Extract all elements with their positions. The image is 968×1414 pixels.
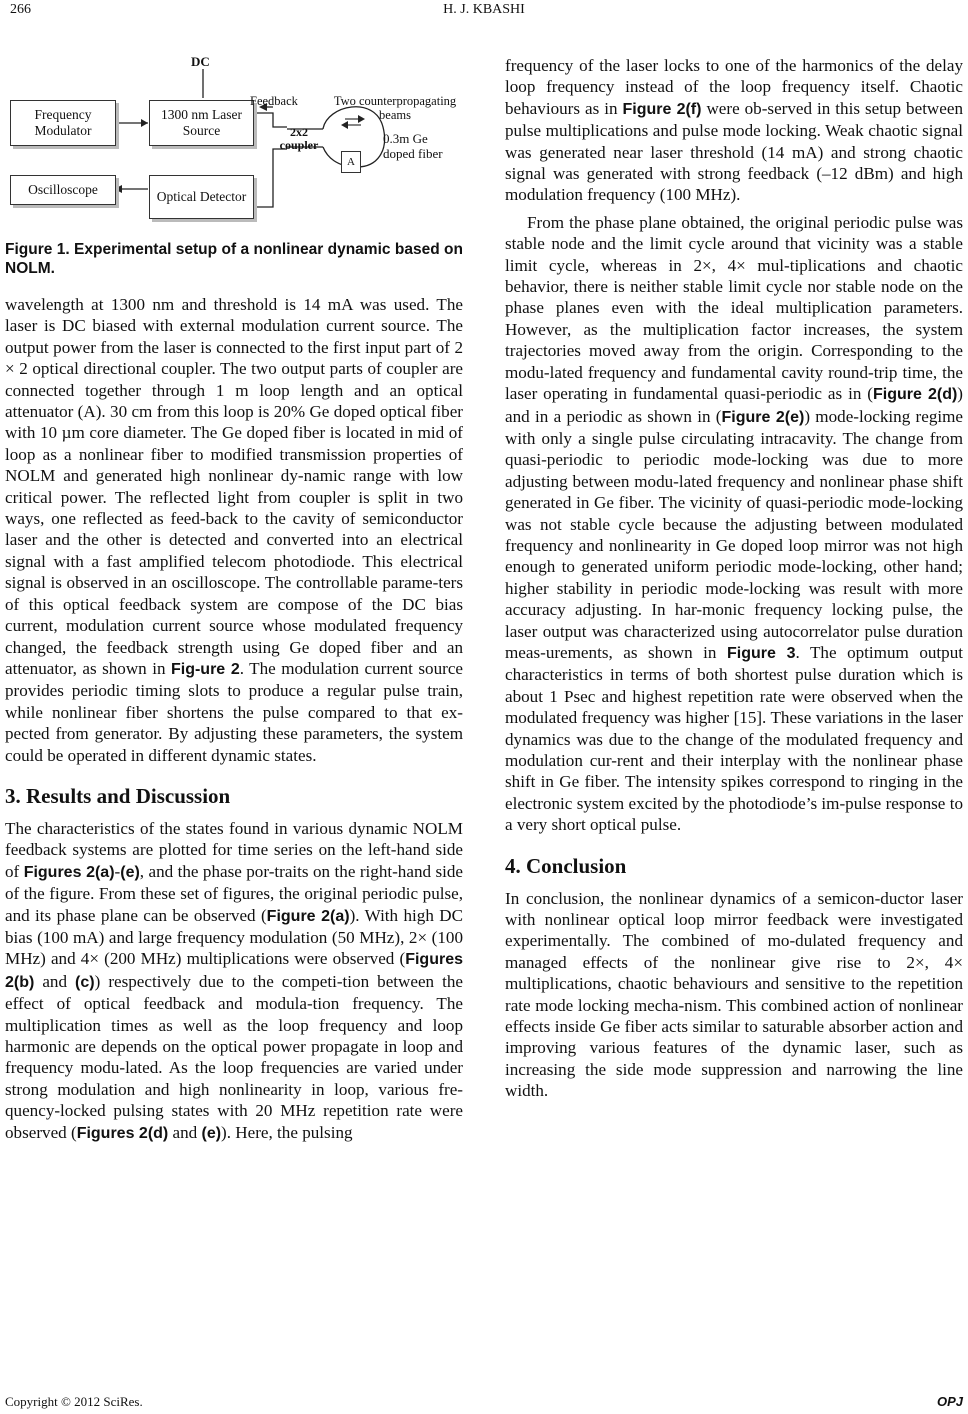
oscilloscope-box: Oscilloscope [10,175,116,205]
frequency-modulator-box: Frequency Modulator [10,100,116,146]
section-heading: 3. Results and Discussion [5,783,231,808]
paragraph: The characteristics of the states found in various dynamic NOLM feedback systems are plotted for time series on the left-hand side of Figures 2(a)-(e), and the phase por-traits on the right-hand side of the figure. From these set of figures, the original periodic pulse, and its phase plane can be observed (Figure 2(a)). With high DC bias (100 mA) and large frequency modulation (50 MHz), 2× (100 MHz) and 4× (200 MHz) multiplications were observed (Figures 2(b) and (c)) respectively due to the competi-tion between the effect of optical feedback and modula-tion frequency. The multiplication times as well as the loop frequency and loop harmonic are depends on the optical power propagate in loop and frequency modu-lated. As the loop frequencies are varied under strong modulation and high nonlinearity in loop, various fre-quency-locked pulsing states with 20 MHz repetition rate were observed (Figures 2(d) and (e)). Here, the pulsing [5,818,464,1142]
running-header-author: H. J. KBASHI [443,2,525,17]
page-number: 266 [10,2,31,17]
paragraph: From the phase plane obtained, the original periodic pulse was stable node and the limit cycle around that vicinity was a stable limit cycle, whereas in 2×, 4× mul-tiplications and chaotic behavior, there is neither stable limit cycle nor stable node on the phase planes even with the ideal multiplication parameters. However, as the multiplication factor increases, the system trajectories moved away from the origin. Corresponding to the modu-lated frequency and fundamental cavity round-trip time, the laser operating in fundamental quasi-periodic as in (Figure 2(d)) and in a periodic as shown in (Figure 2(e)) mode-locking regime with only a single pulse circulating intracavity. The change from quasi-periodic to periodic mode-locking was due to more adjusting between modu-lated frequency and nonlinear phase shift generated in Ge fiber. The vicinity of quasi-periodic mode-locking was not stable cycle because the adjusting between modulated frequency and nonlinearity in Ge doped loop mirror was not high enough to generated uniform periodic mode-locking, other hand; higher stability in periodic mode-locking was result with more accuracy adjusting. In har-monic frequency locking pulse, the laser output was characterized using autocorrelator pulse duration meas-urements, as shown in Figure 3. The optimum output characteristics in terms of both shortest pulse duration which is about 1 Psec and highest repetition rate were observed when the modulated frequency was higher [15]. These variations in the laser dynamics was due to the change of the modulated frequency and modulation cur-rent and their interplay with the nonlinear phase shift in Ge fiber. The intensity spikes correspond to ringing in the electronic system excited by the photodiode’s im-pulse response to a very short optical pulse. [505,212,964,835]
paragraph: frequency of the laser locks to one of the harmonics of the delay loop frequency instead of the loop frequency itself. Chaotic behaviours as in Figure 2(f) were ob-served in this setup between pulse multiplications and pulse mode locking. Weak chaotic signal was generated near laser threshold (14 mA) and strong chaotic signal was generated with strong feedback (–12 dBm) and high modulation frequency (100 MHz). [505,56,964,205]
paragraph: wavelength at 1300 nm and threshold is 14 mA was used. The laser is DC biased with external modulation current source. The output power from the laser is connected to the first input part of 2 × 2 optical directional coupler. The two output parts of coupler are connected together through 1 m loop length and an optical attenuator (A). 30 cm from this loop is 20% Ge doped optical fiber with 10 µm core diameter. The Ge doped fiber is located in mid of loop as a nonlinear fiber to modified transmission properties of NOLM and generated high nonlinear dy-namic range with low critical power. The reflected light from coupler is split in two ways, one reflected as feed-back to the cavity of semiconductor laser and the other is detected and converted into an electrical signal with a fast amplified telecom photodiode. This electrical signal is observed in an oscilloscope. The controllable parame-ters of this optical feedback system are compose of the DC bias current, modulation current source whose modulated frequency changed, the feedback strength using Ge doped fiber and an attenuator, as shown in Fig-ure 2. The modulation current source provides periodic timing slots to produce a regular pulse train, while nonlinear fiber shortens the pulse compared to that ex-pected from generator. By adjusting these parameters, the system could be operated in different dynamic states. [5,295,464,765]
figure-1-caption: Figure 1. Experimental setup of a nonlinear dynamic based on NOLM. [5,241,463,277]
right-column [505,55,963,1102]
attenuator-box: A [341,151,361,173]
counterpropagating-label: Two counterpropagating beams [333,94,457,122]
figure-1-diagram [5,55,463,240]
laser-source-box: 1300 nm Laser Source [149,100,254,146]
section-heading: 4. Conclusion [505,853,627,878]
optical-detector-box: Optical Detector [149,175,254,219]
left-column [5,55,463,1144]
paragraph: In conclusion, the nonlinear dynamics of a semicon-ductor laser with nonlinear optical loop mirror feedback were investigated experimentally. The combined of mo-dulated frequency and managed effects of the nonlinear give rise to 2×, 4× multiplications, chaotic behaviours and sensitive to the repetition rate mode locking mecha-nism. This combined action of nonlinear effects inside Ge fiber acts similar to saturable absorber action and improving various features of the dynamic laser, such as increasing the side mode suppression and narrowing the line width. [505,888,963,1101]
coupler-label: 2x2 coupler [279,125,319,152]
journal-abbrev: OPJ [936,1394,963,1409]
ge-fiber-label: 0.3m Ge doped fiber [383,131,443,161]
figure-ref: Fig-ure 2 [170,660,240,678]
copyright: Copyright © 2012 SciRes. [5,1394,143,1409]
feedback-label: Feedback [250,94,298,108]
dc-label: DC [191,54,210,69]
